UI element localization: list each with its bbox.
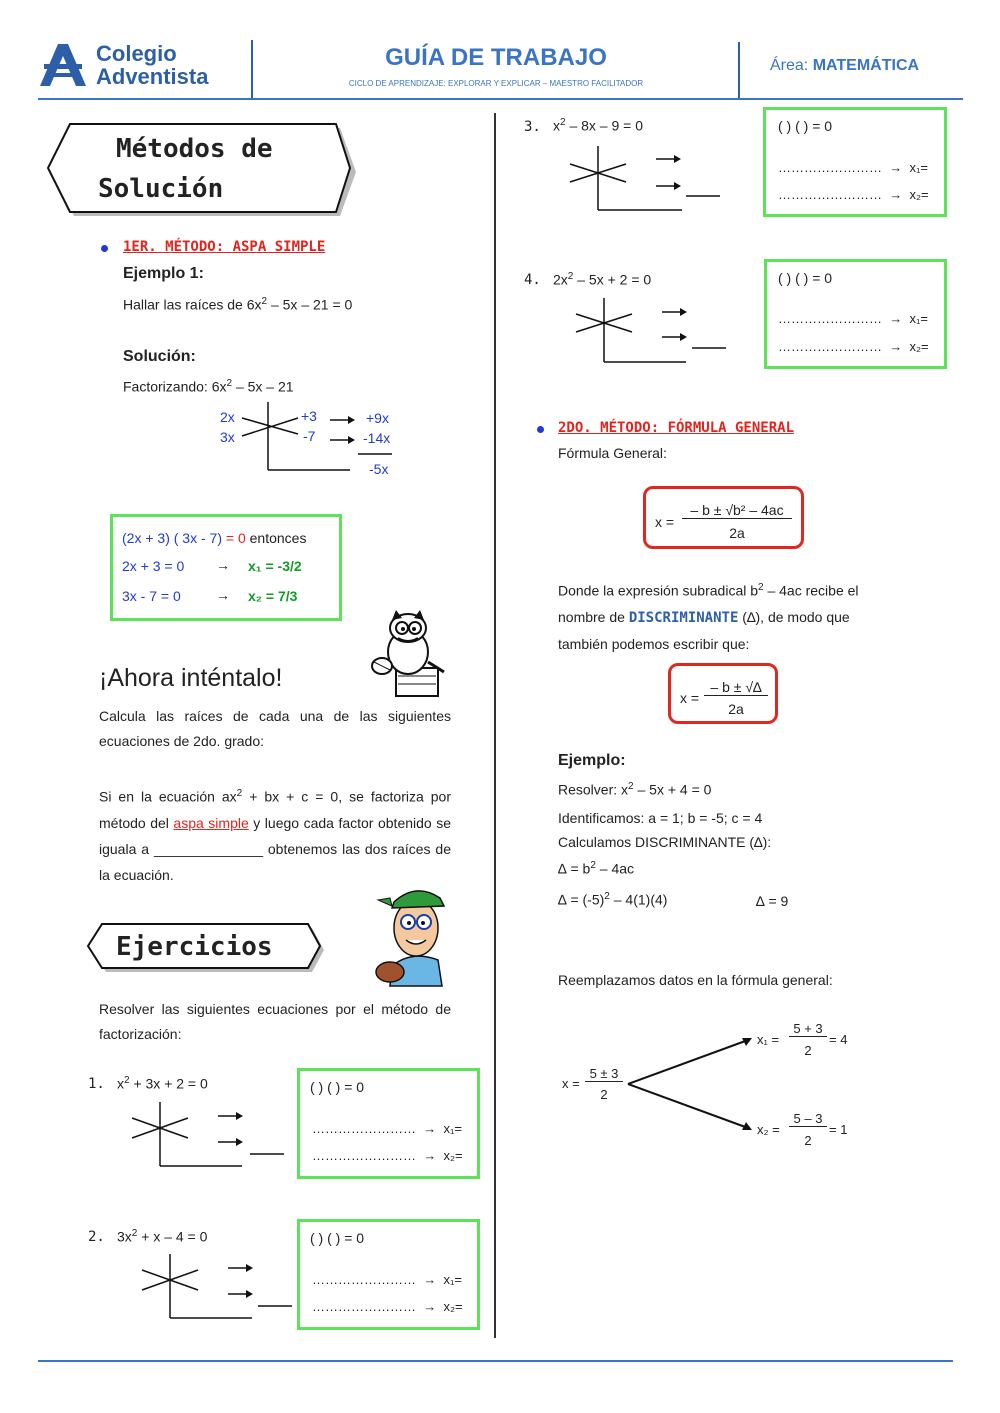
blank: ……………………	[312, 1148, 416, 1163]
tree-x1-label: x₁ =	[757, 1032, 780, 1047]
sup: 2	[590, 860, 596, 871]
answer-x1-row	[312, 1272, 462, 1287]
formula2-x: x =	[680, 690, 700, 706]
result-line2-eq: 2x + 3 = 0	[122, 558, 185, 574]
arrow-right-icon: →	[216, 587, 230, 603]
result-equals: = 0	[221, 530, 246, 546]
formula2-denominator: 2a	[728, 701, 744, 717]
tree-x2-label: x₂ =	[757, 1122, 780, 1137]
blank: ……………………	[312, 1121, 416, 1136]
sup: 2	[261, 296, 268, 307]
result-line3-eq: 3x - 7 = 0	[122, 588, 181, 604]
arrow-right-icon: →	[423, 1148, 437, 1163]
blank: ……………………	[778, 339, 882, 354]
example-text-a: Hallar las raíces de 6x	[123, 296, 262, 313]
result-factor-2: ( 3x - 7)	[169, 530, 222, 546]
aspa-blank-diagram	[138, 1250, 298, 1324]
tree-x2-numerator: 5 – 3	[789, 1111, 827, 1127]
eq-a: 2x	[553, 271, 568, 288]
tree-x1-denominator: 2	[804, 1043, 812, 1058]
page-subtitle: CICLO DE APRENDIZAJE: EXPLORAR Y EXPLICAR – MAESTRO FACILITADOR	[348, 79, 644, 88]
x1-label: x₁=	[443, 1272, 462, 1287]
section-title-line2: Solución	[98, 174, 224, 204]
factor-text-a: Factorizando: 6x	[123, 378, 227, 395]
x2-label: x₂=	[443, 1299, 463, 1314]
arrow-right-icon: →	[889, 187, 903, 202]
factor-statement	[123, 378, 294, 395]
area-label-group	[770, 57, 919, 75]
aspa-blank-diagram	[572, 296, 732, 366]
tree-x2-denominator: 2	[804, 1133, 812, 1148]
x1-label: x₁=	[443, 1121, 462, 1136]
try-title: ¡Ahora inténtalo!	[99, 664, 283, 692]
ex5-a: ∆ = (-5)	[558, 891, 605, 908]
arrow-right-icon: →	[889, 311, 903, 326]
rule-text-a: Si en la ecuación ax	[99, 788, 237, 805]
ex4-b: – 4ac	[595, 860, 635, 877]
sup: 2	[226, 378, 233, 389]
aspa-right-1: +3	[301, 408, 317, 424]
area-label: Área:	[770, 57, 809, 74]
header-divider-right	[738, 42, 740, 100]
x2-label: x₂=	[443, 1148, 463, 1163]
example-line2: Identificamos: a = 1; b = -5; c = 4	[558, 810, 763, 826]
eq-b: + 3x + 2 = 0	[129, 1075, 208, 1092]
aspa-blank-diagram	[566, 144, 726, 214]
answer-x1-row	[778, 160, 928, 175]
eq-a: 3x	[117, 1228, 132, 1245]
arrow-right-icon: →	[216, 557, 230, 573]
rule-text-c: y luego cada factor obtenido se iguala a ______________ obtenemos las dos raíces de la ecuación.	[99, 814, 452, 883]
disc-text-c: (∆), de modo que también podemos escribir que:	[558, 608, 850, 652]
exercise-equation	[117, 1228, 207, 1245]
aspa-product-2: -14x	[363, 430, 391, 446]
answer-x2-row	[778, 339, 929, 354]
sup: 2	[560, 117, 566, 128]
logo-line2: Adventista	[96, 64, 209, 89]
arrow-right-icon: →	[423, 1121, 437, 1136]
result-x2: x₂ = 7/3	[248, 588, 298, 604]
example-line1	[558, 781, 711, 798]
sup: 2	[604, 891, 610, 902]
ex1-a: Resolver: x	[558, 781, 629, 798]
rule-text-b: + bx + c = 0, se factoriza por método del	[99, 788, 451, 831]
replace-text: Reemplazamos datos en la fórmula general:	[558, 972, 833, 988]
discriminante-word: DISCRIMINANTE	[628, 609, 739, 626]
disc-text-a: Donde la expresión subradical b	[558, 582, 759, 599]
formula-numerator: – b ± √b² – 4ac	[682, 502, 792, 519]
example-label: Ejemplo 1:	[123, 265, 204, 282]
bullet-icon	[537, 426, 544, 433]
example-text-b: – 5x – 21 = 0	[267, 296, 353, 313]
aspa-left-2: 3x	[220, 429, 235, 445]
exercise-equation	[553, 271, 651, 288]
example-line5	[558, 891, 667, 908]
arrow-right-icon: →	[423, 1272, 437, 1287]
answer-x2-row	[312, 1299, 463, 1314]
answer-x1-row	[778, 311, 928, 326]
method1-heading: 1ER. MÉTODO: ASPA SIMPLE	[123, 239, 326, 255]
answer-factors: ( ) ( ) = 0	[778, 118, 833, 134]
sup: 2	[131, 1228, 138, 1239]
x2-label: x₂=	[909, 187, 929, 202]
answer-factors: ( ) ( ) = 0	[310, 1230, 365, 1246]
arrow-right-icon: →	[889, 160, 903, 175]
exercises-text: Resolver las siguientes ecuaciones por el método de factorización:	[99, 1001, 451, 1042]
discriminant-text	[558, 575, 903, 657]
example-label-2: Ejemplo:	[558, 752, 626, 769]
try-text: Calcula las raíces de cada una de las siguientes ecuaciones de 2do. grado:	[99, 708, 451, 749]
arrow-right-icon: →	[889, 339, 903, 354]
aspa-product-1: +9x	[366, 410, 389, 426]
eq-b: + x – 4 = 0	[137, 1228, 208, 1245]
sup: 2	[567, 271, 574, 282]
solution-label: Solución:	[123, 348, 196, 365]
header-rule	[38, 98, 963, 100]
exercise-number: 3.	[524, 119, 541, 135]
bullet-icon	[101, 245, 108, 252]
aspa-right-2: -7	[303, 428, 316, 444]
tree-x1-numerator: 5 + 3	[789, 1021, 827, 1037]
page-title: GUÍA DE TRABAJO	[385, 44, 607, 71]
exercise-equation	[553, 117, 643, 134]
sup: 2	[628, 781, 634, 792]
sup: 2	[236, 788, 243, 799]
footer-rule	[38, 1360, 953, 1362]
section-title-line1: Métodos de	[116, 134, 273, 164]
eq-b: – 8x – 9 = 0	[565, 117, 644, 134]
disc-text-b: – 4ac recibe el nombre de	[558, 582, 859, 625]
answer-x2-row	[312, 1148, 463, 1163]
exercise-number: 4.	[524, 272, 541, 288]
x1-label: x₁=	[909, 311, 928, 326]
exercise-equation	[117, 1075, 208, 1092]
eq-a: x	[117, 1075, 124, 1092]
result-line1	[122, 530, 306, 546]
tree-numerator: 5 ± 3	[585, 1066, 623, 1082]
aspa-left-1: 2x	[220, 409, 235, 425]
exercises-title: Ejercicios	[116, 932, 273, 962]
solution-branch-arrows	[624, 1030, 764, 1140]
school-logo-icon	[38, 42, 88, 88]
answer-x2-row	[778, 187, 929, 202]
ex5-b: – 4(1)(4)	[609, 891, 668, 908]
delta-result: ∆ = 9	[756, 893, 789, 909]
formula-denominator: 2a	[729, 525, 745, 541]
aspa-blank-diagram	[128, 1098, 288, 1172]
blank: ……………………	[312, 1272, 416, 1287]
aspa-simple-link: aspa simple	[173, 814, 249, 831]
tree-x: x =	[562, 1076, 580, 1091]
cartoon-cat-icon	[368, 610, 450, 700]
ex1-b: – 5x + 4 = 0	[633, 781, 712, 798]
blank: ……………………	[778, 160, 882, 175]
example-statement	[123, 296, 352, 313]
aspa-sum: -5x	[369, 461, 389, 477]
arrow-right-icon: →	[423, 1299, 437, 1314]
formula-x: x =	[655, 514, 675, 530]
sup: 2	[124, 1075, 130, 1086]
formula2-numerator: – b ± √∆	[704, 679, 768, 696]
ex4-a: ∆ = b	[558, 860, 591, 877]
example-line3: Calculamos DISCRIMINANTE (∆):	[558, 834, 772, 850]
exercise-number: 2.	[88, 1229, 105, 1245]
cartoon-boy-icon	[372, 880, 458, 990]
factor-text-b: – 5x – 21	[232, 378, 294, 395]
formula-label: Fórmula General:	[558, 445, 667, 461]
answer-factors: ( ) ( ) = 0	[778, 270, 833, 286]
blank: ……………………	[778, 311, 882, 326]
logo-line1: Colegio	[96, 41, 177, 66]
area-value: MATEMÁTICA	[812, 57, 920, 74]
method2-heading: 2DO. MÉTODO: FÓRMULA GENERAL	[558, 420, 795, 436]
blank: ……………………	[778, 187, 882, 202]
answer-x1-row	[312, 1121, 462, 1136]
tree-x1-value: = 4	[829, 1032, 848, 1047]
result-x1: x₁ = -3/2	[248, 558, 302, 574]
x2-label: x₂=	[909, 339, 929, 354]
sup: 2	[758, 582, 764, 593]
x1-label: x₁=	[909, 160, 928, 175]
eq-a: x	[553, 117, 560, 134]
result-factor-1: (2x + 3)	[122, 530, 170, 546]
tree-x2-value: = 1	[829, 1122, 848, 1137]
example-line4	[558, 860, 634, 877]
eq-b: – 5x + 2 = 0	[573, 271, 652, 288]
answer-factors: ( ) ( ) = 0	[310, 1079, 365, 1095]
exercise-number: 1.	[88, 1076, 105, 1092]
rule-text	[99, 781, 451, 888]
tree-denominator: 2	[600, 1087, 608, 1102]
blank: ……………………	[312, 1299, 416, 1314]
column-divider	[494, 113, 496, 1338]
result-then: entonces	[245, 530, 307, 546]
